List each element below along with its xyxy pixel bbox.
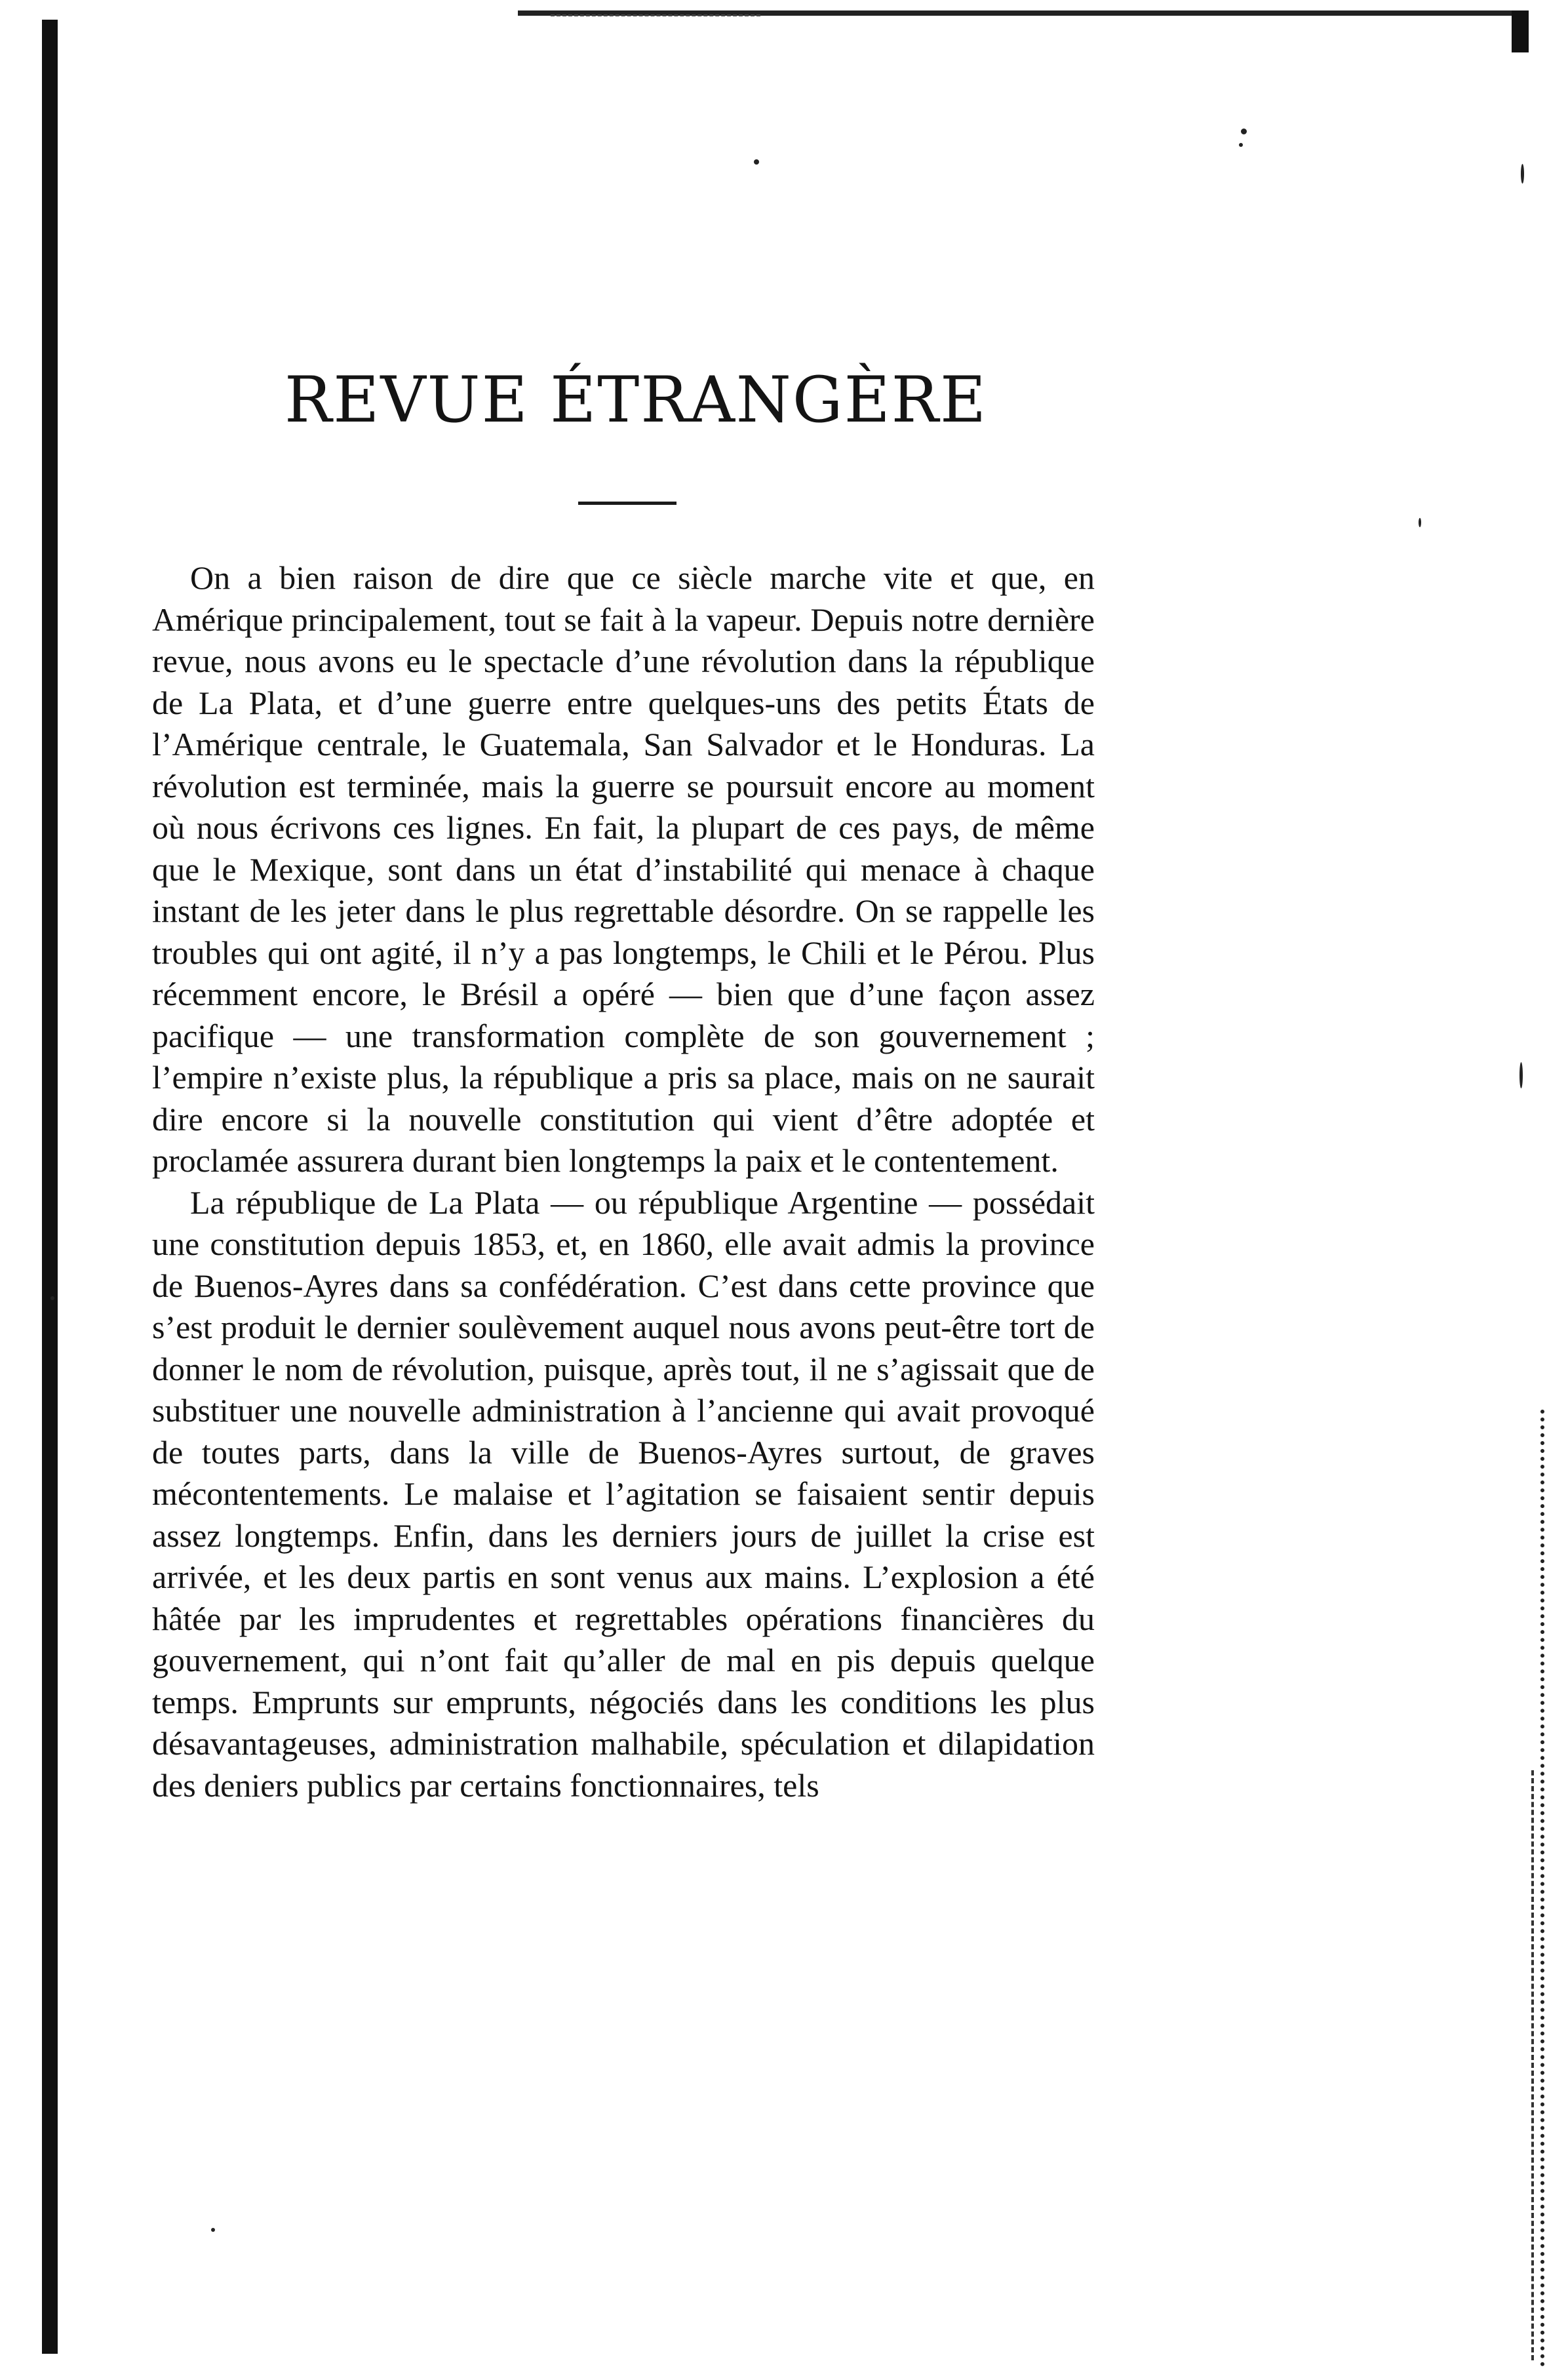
- article-body: [152, 557, 1095, 1806]
- scan-speck: [1239, 143, 1243, 147]
- title-rule: [578, 502, 676, 505]
- scan-speck: [1519, 1062, 1523, 1088]
- scan-speck: [1521, 164, 1524, 184]
- paragraph: La république de La Plata — ou république Argentine — possédait une constitution depuis 1853, et, en 1860, elle avait admis la province de Buenos-Ayres dans sa confédération. C’est dans cette province que s’est produit le dernier soulèvement auquel nous avons peut-être tort de donner le nom de révolution, puisque, après tout, il ne s’agissait que de substituer une nouvelle administration à l’ancienne qui avait provoqué de toutes parts, dans la ville de Buenos-Ayres surtout, de graves mécontentements. Le malaise et l’agitation se faisaient sentir depuis assez longtemps. Enfin, dans les derniers jours de juillet la crise est arrivée, et les deux partis en sont venus aux mains. L’explosion a été hâtée par les imprudentes et regrettables opérations financières du gouvernement, qui n’ont fait qu’aller de mal en pis depuis quelque temps. Emprunts sur emprunts, négociés dans les conditions les plus désavantageuses, administration malhabile, spéculation et dilapidation des deniers publics par certains fonctionnaires, tels: [152, 1183, 1095, 1804]
- right-scan-edge: [1540, 1410, 1550, 2367]
- article-title: REVUE ÉTRANGÈRE: [284, 363, 988, 437]
- scan-speck: [1241, 129, 1247, 134]
- scan-speck: [211, 2228, 215, 2232]
- scan-speck: [1419, 518, 1421, 527]
- top-border-dash: [551, 14, 760, 16]
- scan-speck: [50, 1296, 54, 1300]
- paragraph: On a bien raison de dire que ce siècle marche vite et que, en Amérique principalement, tout se fait à la vapeur. Depuis notre dernière revue, nous avons eu le spectacle d’une révolution dans la république de La Plata, et d’une guerre entre quelques-uns des petits États de l’Amérique centrale, le Guatemala, San Salvador et le Honduras. La révolution est terminée, mais la guerre se poursuit encore au moment où nous écrivons ces lignes. En fait, la plupart de ces pays, de même que le Mexique, sont dans un état d’instabilité qui menace à chaque instant de les jeter dans le plus regrettable désordre. On se rappelle les troubles qui ont agité, il n’y a pas longtemps, le Chili et le Pérou. Plus récemment encore, le Brésil a opéré — bien que d’une façon assez pacifique — une transformation complète de son gouvernement ; l’empire n’existe plus, la république a pris sa place, mais on ne saurait dire encore si la nouvelle constitution qui vient d’être adoptée et proclamée assurera durant bien longtemps la paix et le contentement.: [152, 559, 1095, 1179]
- right-scan-edge-inner: [1531, 1770, 1538, 2360]
- scan-speck: [754, 159, 759, 165]
- binding-edge: [42, 20, 58, 2354]
- corner-mark: [1512, 10, 1529, 52]
